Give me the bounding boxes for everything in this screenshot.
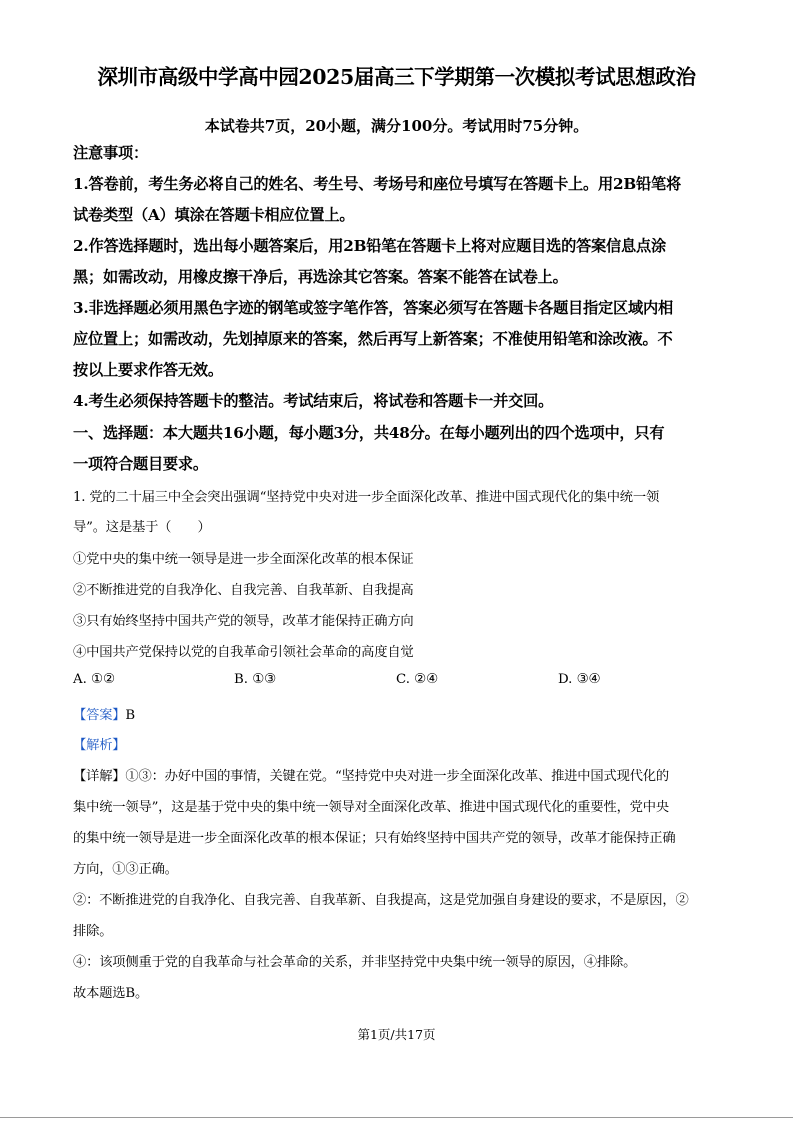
option-b: B. ①③ bbox=[234, 672, 277, 687]
option-a: A. ①② bbox=[73, 672, 115, 687]
notice-line: 1.答卷前，考生务必将自己的姓名、考生号、考场号和座位号填写在答题卡上。用2B铅笔将 bbox=[73, 175, 681, 193]
notice-line: 黑；如需改动，用橡皮擦干净后，再选涂其它答案。答案不能答在试卷上。 bbox=[73, 268, 568, 286]
detail-line: 集中统一领导”，这是基于党中央的集中统一领导对全面深化改革、推进中国式现代化的重要性，党中央 bbox=[73, 800, 669, 815]
notice-line: 按以上要求作答无效。 bbox=[73, 361, 223, 379]
exam-info: 本试卷共7页，20小题，满分100分。考试用时75分钟。 bbox=[204, 117, 589, 135]
page-title: 深圳市高级中学高中园2025届高三下学期第一次模拟考试思想政治 bbox=[97, 65, 696, 89]
section-heading: 一、选择题：本大题共16小题，每小题3分，共48分。在每小题列出的四个选项中，只有 bbox=[73, 424, 665, 442]
notice-line: 4.考生必须保持答题卡的整洁。考试结束后，将试卷和答题卡一并交回。 bbox=[73, 392, 554, 410]
notice-line: 应位置上；如需改动，先划掉原来的答案，然后再写上新答案；不准使用铅笔和涂改液。不 bbox=[73, 330, 673, 348]
answer-tag: 【答案】 bbox=[73, 708, 126, 723]
notice-line: 试卷类型（A）填涂在答题卡相应位置上。 bbox=[73, 206, 355, 224]
conclusion-line: 故本题选B。 bbox=[73, 986, 149, 1001]
detail-line: 方向，①③正确。 bbox=[73, 862, 178, 877]
detail-line: ②：不断推进党的自我净化、自我完善、自我革新、自我提高，这是党加强自身建设的要求，不是原因，② bbox=[73, 893, 689, 908]
notice-line: 2.作答选择题时，选出每小题答案后，用2B铅笔在答题卡上将对应题目选的答案信息点涂 bbox=[73, 237, 666, 255]
analysis-tag: 【解析】 bbox=[73, 738, 126, 753]
notice-heading: 注意事项： bbox=[73, 144, 148, 162]
analysis-line bbox=[73, 734, 723, 753]
question-stem: 1. 党的二十届三中全会突出强调“坚持党中央对进一步全面深化改革、推进中国式现代化的集中统一领 bbox=[73, 490, 660, 505]
section-heading: 一项符合题目要求。 bbox=[73, 455, 208, 473]
statement: ①党中央的集中统一领导是进一步全面深化改革的根本保证 bbox=[73, 552, 414, 567]
detail-line bbox=[73, 765, 723, 784]
bottom-divider bbox=[0, 1117, 793, 1118]
detail-line: 的集中统一领导是进一步全面深化改革的根本保证；只有始终坚持中国共产党的领导，改革才能保持正确 bbox=[73, 831, 676, 846]
notice-line: 3.非选择题必须用黑色字迹的钢笔或签字笔作答，答案必须写在答题卡各题目指定区域内相 bbox=[73, 299, 673, 317]
statement: ②不断推进党的自我净化、自我完善、自我革新、自我提高 bbox=[73, 583, 414, 598]
detail-line: 排除。 bbox=[73, 924, 113, 939]
statement: ④中国共产党保持以党的自我革命引领社会革命的高度自觉 bbox=[73, 645, 414, 660]
page-number: 第1页/共17页 bbox=[357, 1027, 436, 1042]
option-d: D. ③④ bbox=[558, 672, 601, 687]
option-c: C. ②④ bbox=[396, 672, 438, 687]
detail-text: ①③：办好中国的事情，关键在党。“坚持党中央对进一步全面深化改革、推进中国式现代化的 bbox=[125, 769, 669, 784]
detail-line: ④：该项侧重于党的自我革命与社会革命的关系，并非坚持党中央集中统一领导的原因，④排除。 bbox=[73, 955, 637, 970]
detail-tag: 【详解】 bbox=[73, 769, 126, 784]
question-stem: 导”。这是基于（ ） bbox=[73, 520, 211, 535]
statement: ③只有始终坚持中国共产党的领导，改革才能保持正确方向 bbox=[73, 614, 414, 629]
answer-value: B bbox=[125, 708, 135, 723]
answer-line bbox=[73, 704, 723, 723]
